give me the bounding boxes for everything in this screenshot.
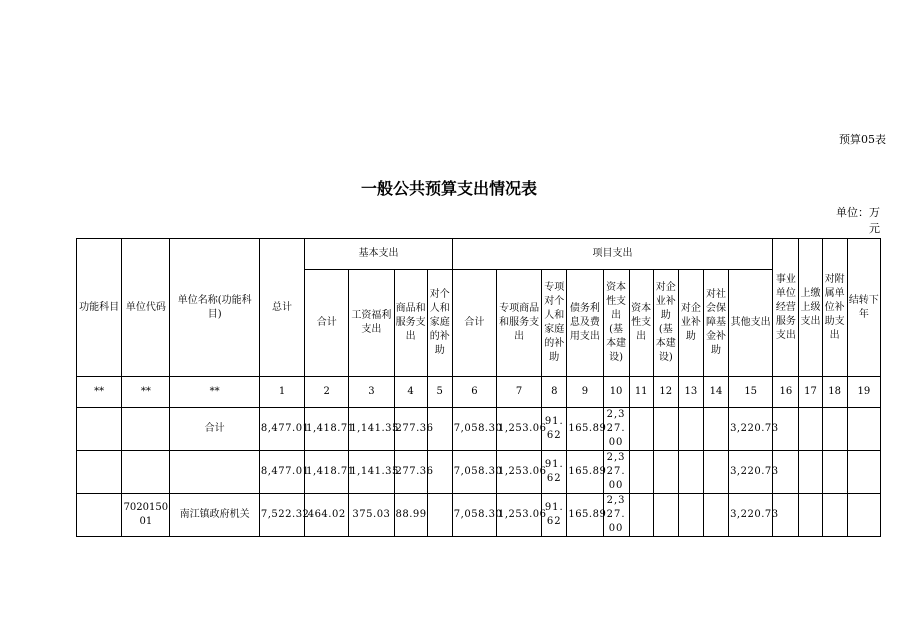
cell-value (703, 408, 728, 451)
col-header-basic-goods: 商品和服务支出 (394, 270, 427, 377)
cell-value: 3,220.73 (729, 408, 773, 451)
cell-value (799, 494, 822, 537)
cell-value: 8,477.01 (259, 408, 304, 451)
group-header-basic: 基本支出 (305, 239, 453, 270)
cell-func (77, 451, 122, 494)
cell-value: 277.36 (394, 408, 427, 451)
col-header-func: 功能科目 (77, 239, 122, 377)
cell-value: 375.03 (349, 494, 394, 537)
page-title: 一般公共预算支出情况表 (360, 179, 537, 198)
col-header-subsidy: 对附属单位补助支出 (822, 239, 847, 377)
cell-value (678, 408, 703, 451)
index-row (77, 377, 881, 408)
cell-func (77, 408, 122, 451)
cell-value (703, 451, 728, 494)
cell-value (822, 494, 847, 537)
cell-value: 1,253.06 (497, 451, 542, 494)
cell-value (678, 494, 703, 537)
col-header-carry: 结转下年 (847, 239, 880, 377)
col-header-proj-social: 对社会保障基金补助 (703, 270, 728, 377)
index-cell: 5 (427, 377, 452, 408)
cell-unit-name (170, 451, 259, 494)
index-cell: 13 (678, 377, 703, 408)
index-cell: 11 (629, 377, 653, 408)
cell-value (703, 494, 728, 537)
col-header-proj-ent: 对企业补助 (678, 270, 703, 377)
table-row (77, 408, 881, 451)
cell-unit-code (122, 408, 170, 451)
cell-unit-code (122, 451, 170, 494)
col-header-total: 总计 (259, 239, 304, 377)
cell-value: 1,418.71 (305, 408, 349, 451)
table-row (77, 451, 881, 494)
cell-value (847, 451, 880, 494)
index-cell: 16 (773, 377, 799, 408)
cell-unit-name: 合计 (170, 408, 259, 451)
col-header-service: 事业单位经营服务支出 (773, 239, 799, 377)
page-code: 预算05表 (839, 133, 886, 146)
col-header-proj-other: 其他支出 (729, 270, 773, 377)
cell-value (822, 451, 847, 494)
index-cell: 10 (603, 377, 629, 408)
index-cell: 14 (703, 377, 728, 408)
index-cell: 3 (349, 377, 394, 408)
col-header-basic-personal: 对个人和家庭的补助 (427, 270, 452, 377)
index-cell: 17 (799, 377, 822, 408)
cell-value (847, 408, 880, 451)
cell-value (678, 451, 703, 494)
index-cell: ** (122, 377, 170, 408)
cell-value: 7,058.30 (452, 494, 496, 537)
index-cell: 6 (452, 377, 496, 408)
col-header-basic-wage: 工资福利支出 (349, 270, 394, 377)
cell-value (653, 451, 678, 494)
col-header-proj-goods: 专项商品和服务支出 (497, 270, 542, 377)
cell-value (799, 408, 822, 451)
cell-value (653, 494, 678, 537)
index-cell: 15 (729, 377, 773, 408)
unit-label: 单位：万元 (836, 206, 880, 235)
cell-value (799, 451, 822, 494)
cell-value: 464.02 (305, 494, 349, 537)
cell-value: 88.99 (394, 494, 427, 537)
col-header-proj-debt: 债务利息及费用支出 (567, 270, 603, 377)
col-header-upper: 上缴上级支出 (799, 239, 822, 377)
index-cell: ** (170, 377, 259, 408)
cell-value: 1,253.06 (497, 408, 542, 451)
col-header-proj-ent-basic: 对企业补助(基本建设) (653, 270, 678, 377)
cell-value: 1,141.35 (349, 451, 394, 494)
cell-value: 1,253.06 (497, 494, 542, 537)
col-header-proj-capital-basic: 资本性支出(基本建设) (603, 270, 629, 377)
cell-unit-code: 702015001 (122, 494, 170, 537)
index-cell: 12 (653, 377, 678, 408)
index-cell: 4 (394, 377, 427, 408)
cell-value (629, 408, 653, 451)
col-header-proj-personal: 专项对个人和家庭的补助 (542, 270, 567, 377)
cell-value (653, 408, 678, 451)
index-cell: 7 (497, 377, 542, 408)
index-cell: 8 (542, 377, 567, 408)
budget-table (76, 238, 881, 537)
cell-value (427, 494, 452, 537)
index-cell: 18 (822, 377, 847, 408)
cell-value: 2,327.00 (603, 451, 629, 494)
cell-value: 165.89 (567, 408, 603, 451)
header-row-groups (77, 239, 881, 270)
cell-func (77, 494, 122, 537)
cell-value: 2,327.00 (603, 494, 629, 537)
col-header-unit-name: 单位名称(功能科目) (170, 239, 259, 377)
col-header-proj-capital: 资本性支出 (629, 270, 653, 377)
index-cell: 1 (259, 377, 304, 408)
cell-value: 3,220.73 (729, 494, 773, 537)
cell-value (629, 494, 653, 537)
index-cell: 2 (305, 377, 349, 408)
cell-value: 7,522.32 (259, 494, 304, 537)
cell-value: 91.62 (542, 451, 567, 494)
group-header-project: 项目支出 (452, 239, 773, 270)
cell-value: 277.36 (394, 451, 427, 494)
index-cell: 19 (847, 377, 880, 408)
col-header-basic-sum: 合计 (305, 270, 349, 377)
cell-value: 1,141.35 (349, 408, 394, 451)
cell-value: 165.89 (567, 494, 603, 537)
index-cell: 9 (567, 377, 603, 408)
cell-value: 91.62 (542, 408, 567, 451)
cell-value: 7,058.30 (452, 408, 496, 451)
col-header-proj-sum: 合计 (452, 270, 496, 377)
index-cell: ** (77, 377, 122, 408)
cell-value (822, 408, 847, 451)
cell-value: 2,327.00 (603, 408, 629, 451)
col-header-unit-code: 单位代码 (122, 239, 170, 377)
cell-value: 91.62 (542, 494, 567, 537)
cell-value: 8,477.01 (259, 451, 304, 494)
cell-unit-name: 南江镇政府机关 (170, 494, 259, 537)
cell-value: 1,418.71 (305, 451, 349, 494)
cell-value (847, 494, 880, 537)
table-row (77, 494, 881, 537)
cell-value (629, 451, 653, 494)
cell-value: 3,220.73 (729, 451, 773, 494)
cell-value: 165.89 (567, 451, 603, 494)
cell-value: 7,058.30 (452, 451, 496, 494)
